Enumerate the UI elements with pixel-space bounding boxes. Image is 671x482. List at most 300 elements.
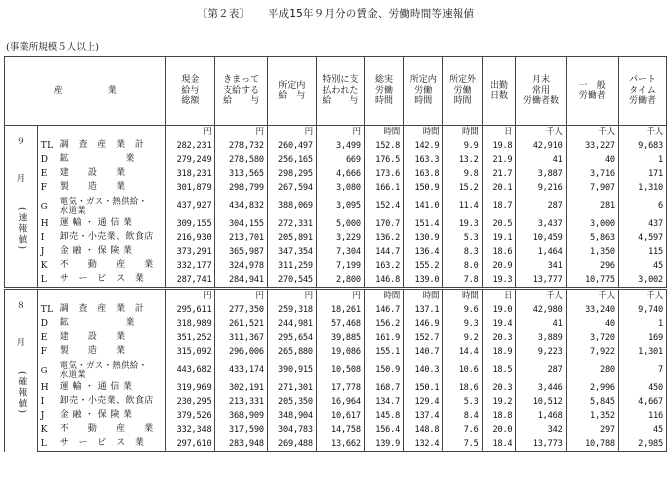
table-cell: 141.0 — [404, 195, 443, 217]
unit-blank — [37, 126, 166, 140]
table-cell: 278,580 — [215, 153, 267, 167]
table-cell: 301,879 — [166, 181, 215, 195]
table-cell: 311,367 — [215, 331, 267, 345]
table-cell: 304,783 — [267, 423, 316, 437]
header-scheduled-hours: 所定内 労働 時間 — [404, 57, 443, 126]
table-cell: 388,069 — [267, 195, 316, 217]
unit-label: 千人 — [618, 126, 666, 140]
table-cell: 7,907 — [566, 181, 618, 195]
industry-label: 運 輸 ・ 通 信 業 — [59, 382, 133, 393]
table-cell: 21.9 — [482, 153, 516, 167]
table-cell: 5.3 — [443, 395, 482, 409]
table-cell: 216,930 — [166, 231, 215, 245]
table-cell: 437 — [618, 217, 666, 231]
table-cell: 348,904 — [267, 409, 316, 423]
unit-label: 円 — [267, 289, 316, 304]
table-cell: 15.2 — [443, 181, 482, 195]
table-cell: 9.6 — [443, 303, 482, 317]
table-cell: 205,891 — [267, 231, 316, 245]
table-cell: 1,352 — [566, 409, 618, 423]
table-cell: 156.4 — [364, 423, 403, 437]
table-cell: 146.8 — [364, 273, 403, 289]
table-cell: 3,000 — [566, 217, 618, 231]
header-total-pay: 現金 給与 総額 — [166, 57, 215, 126]
table-cell: 669 — [316, 153, 364, 167]
table-cell: 9,223 — [516, 345, 566, 359]
table-cell: 390,915 — [267, 359, 316, 381]
industry-name — [37, 303, 166, 317]
unit-row — [5, 126, 667, 140]
table-row — [5, 381, 667, 395]
table-row — [5, 359, 667, 381]
table-cell: 136.2 — [364, 231, 403, 245]
table-cell: 163.3 — [404, 153, 443, 167]
table-cell: 130.9 — [404, 231, 443, 245]
table-cell: 5.3 — [443, 231, 482, 245]
industry-name — [37, 259, 166, 273]
table-cell: 163.2 — [364, 259, 403, 273]
unit-row — [5, 289, 667, 304]
table-row — [5, 437, 667, 452]
table-cell: 42,980 — [516, 303, 566, 317]
header-industry: 産 業 — [5, 57, 166, 126]
table-cell: 155.2 — [404, 259, 443, 273]
table-cell: 313,565 — [215, 167, 267, 181]
table-cell: 317,590 — [215, 423, 267, 437]
industry-code: K — [40, 261, 48, 272]
table-cell: 150.9 — [404, 181, 443, 195]
table-cell: 13,662 — [316, 437, 364, 452]
unit-label: 時間 — [443, 289, 482, 304]
table-row — [5, 245, 667, 259]
table-cell: 161.9 — [364, 331, 403, 345]
table-cell: 145.8 — [364, 409, 403, 423]
unit-label: 時間 — [404, 126, 443, 140]
table-cell: 146.9 — [404, 317, 443, 331]
table-cell: 19.2 — [482, 395, 516, 409]
header-row — [5, 57, 667, 126]
table-cell: 4,597 — [618, 231, 666, 245]
table-cell: 11.4 — [443, 195, 482, 217]
table-heading: 平成15年９月分の賃金、労働時間等速報値 — [267, 8, 475, 20]
table-cell: 1,464 — [516, 245, 566, 259]
industry-code: I — [40, 397, 45, 408]
table-row — [5, 181, 667, 195]
table-cell: 297 — [566, 423, 618, 437]
table-cell: 150.9 — [364, 359, 403, 381]
table-cell: 176.5 — [364, 153, 403, 167]
industry-code: F — [40, 183, 48, 194]
table-cell: 280 — [566, 359, 618, 381]
unit-label: 千人 — [566, 126, 618, 140]
industry-label: 製 造 業 — [59, 346, 126, 357]
unit-label: 円 — [166, 126, 215, 140]
header-fixed-pay: きまって 支給する 給 与 — [215, 57, 267, 126]
industry-label: 金 融 ・ 保 険 業 — [59, 410, 133, 421]
table-cell: 379,526 — [166, 409, 215, 423]
table-cell: 8.4 — [443, 409, 482, 423]
table-cell: 155.1 — [364, 345, 403, 359]
industry-label: 鉱 業 — [59, 318, 135, 329]
table-cell: 142.9 — [404, 139, 443, 153]
table-cell: 10,788 — [566, 437, 618, 452]
industry-label: サ ー ビ ス 業 — [59, 274, 145, 285]
table-cell: 9.8 — [443, 167, 482, 181]
table-row — [5, 153, 667, 167]
table-cell: 6 — [618, 195, 666, 217]
table-cell: 18.4 — [482, 437, 516, 452]
industry-name — [37, 359, 166, 381]
industry-code: G — [40, 364, 48, 375]
table-cell: 272,331 — [267, 217, 316, 231]
table-cell: 5,000 — [316, 217, 364, 231]
table-row — [5, 423, 667, 437]
table-cell: 40 — [566, 153, 618, 167]
table-cell: 13,773 — [516, 437, 566, 452]
month-unit: 月 — [16, 174, 26, 184]
table-title — [0, 6, 671, 21]
table-cell: 41 — [516, 317, 566, 331]
header-total-hours: 総実 労働 時間 — [364, 57, 403, 126]
table-cell: 295,654 — [267, 331, 316, 345]
table-cell: 148.8 — [404, 423, 443, 437]
industry-label: 不 動 産 業 — [59, 424, 154, 435]
table-cell: 10,617 — [316, 409, 364, 423]
table-cell: 7,922 — [566, 345, 618, 359]
table-cell: 3,002 — [618, 273, 666, 289]
table-cell: 144.7 — [364, 245, 403, 259]
table-cell: 256,165 — [267, 153, 316, 167]
industry-code: J — [40, 411, 45, 422]
table-cell: 1,301 — [618, 345, 666, 359]
table-cell: 3,446 — [516, 381, 566, 395]
unit-label: 円 — [215, 126, 267, 140]
table-cell: 373,291 — [166, 245, 215, 259]
table-cell: 14.4 — [443, 345, 482, 359]
table-cell: 309,155 — [166, 217, 215, 231]
table-cell: 298,799 — [215, 181, 267, 195]
unit-label: 千人 — [618, 289, 666, 304]
table-cell: 7.5 — [443, 437, 482, 452]
table-row — [5, 139, 667, 153]
table-cell: 136.4 — [404, 245, 443, 259]
industry-label: 調 査 産 業 計 — [59, 304, 145, 315]
unit-label: 千人 — [566, 289, 618, 304]
table-cell: 116 — [618, 409, 666, 423]
table-cell: 298,295 — [267, 167, 316, 181]
table-cell: 140.3 — [404, 359, 443, 381]
table-cell: 151.4 — [404, 217, 443, 231]
unit-label: 円 — [267, 126, 316, 140]
table-cell: 351,252 — [166, 331, 215, 345]
table-cell: 281 — [566, 195, 618, 217]
table-cell: 347,354 — [267, 245, 316, 259]
industry-label: 建 設 業 — [59, 332, 126, 343]
table-cell: 39,885 — [316, 331, 364, 345]
table-cell: 18.5 — [482, 359, 516, 381]
industry-name — [37, 381, 166, 395]
industry-code: H — [40, 219, 49, 230]
table-cell: 18.9 — [482, 345, 516, 359]
table-row — [5, 345, 667, 359]
table-cell: 20.3 — [482, 381, 516, 395]
table-cell: 434,832 — [215, 195, 267, 217]
industry-code: E — [40, 169, 48, 180]
table-cell: 19.0 — [482, 303, 516, 317]
industry-label: 卸売・小売業、飲食店 — [59, 396, 154, 407]
table-cell: 277,350 — [215, 303, 267, 317]
industry-code: K — [40, 425, 48, 436]
table-cell: 332,348 — [166, 423, 215, 437]
table-cell: 20.9 — [482, 259, 516, 273]
industry-label: 卸売・小売業、飲食店 — [59, 232, 154, 243]
table-row — [5, 303, 667, 317]
table-cell: 450 — [618, 381, 666, 395]
header-employees: 月末 常用 労働者数 — [516, 57, 566, 126]
table-cell: 9.9 — [443, 139, 482, 153]
table-cell: 3,889 — [516, 331, 566, 345]
table-cell: 20.3 — [482, 331, 516, 345]
table-cell: 282,231 — [166, 139, 215, 153]
table-cell: 57,468 — [316, 317, 364, 331]
table-cell: 318,989 — [166, 317, 215, 331]
table-cell: 13,777 — [516, 273, 566, 289]
industry-label: 運 輸 ・ 通 信 業 — [59, 218, 133, 229]
header-general: 一 般 労働者 — [566, 57, 618, 126]
table-cell: 19.3 — [443, 217, 482, 231]
table-cell: 342 — [516, 423, 566, 437]
month-number: ８ — [16, 301, 26, 312]
unit-label: 時間 — [404, 289, 443, 304]
unit-label: 円 — [166, 289, 215, 304]
industry-code: D — [40, 155, 49, 166]
table-cell: 5,845 — [566, 395, 618, 409]
table-cell: 7,199 — [316, 259, 364, 273]
table-cell: 18.7 — [482, 195, 516, 217]
industry-name — [37, 317, 166, 331]
industry-name — [37, 273, 166, 289]
table-cell: 287,741 — [166, 273, 215, 289]
unit-label: 時間 — [364, 126, 403, 140]
table-cell: 8.0 — [443, 259, 482, 273]
table-cell: 295,611 — [166, 303, 215, 317]
header-overtime-hours: 所定外 労働 時間 — [443, 57, 482, 126]
table-cell: 152.8 — [364, 139, 403, 153]
table-cell: 10.6 — [443, 359, 482, 381]
table-cell: 4,666 — [316, 167, 364, 181]
table-cell: 134.7 — [364, 395, 403, 409]
industry-name — [37, 395, 166, 409]
table-row — [5, 167, 667, 181]
industry-name — [37, 345, 166, 359]
table-row — [5, 331, 667, 345]
table-cell: 9,740 — [618, 303, 666, 317]
table-cell: 139.0 — [404, 273, 443, 289]
industry-name — [37, 245, 166, 259]
industry-code: TL — [40, 141, 54, 152]
table-cell: 287 — [516, 195, 566, 217]
table-row — [5, 317, 667, 331]
table-cell: 156.2 — [364, 317, 403, 331]
industry-label: 電気・ガス・熱供給・ 水道業 — [59, 359, 148, 380]
table-row — [5, 409, 667, 423]
table-cell: 19.4 — [482, 317, 516, 331]
table-cell: 319,969 — [166, 381, 215, 395]
industry-name — [37, 167, 166, 181]
unit-label: 円 — [316, 289, 364, 304]
table-row — [5, 259, 667, 273]
table-cell: 259,318 — [267, 303, 316, 317]
table-cell: 3,716 — [566, 167, 618, 181]
table-cell: 284,941 — [215, 273, 267, 289]
table-cell: 1,350 — [566, 245, 618, 259]
header-scheduled-pay: 所定内 給 与 — [267, 57, 316, 126]
table-cell: 260,497 — [267, 139, 316, 153]
table-cell: 3,499 — [316, 139, 364, 153]
table-cell: 267,594 — [267, 181, 316, 195]
table-cell: 150.1 — [404, 381, 443, 395]
industry-name — [37, 181, 166, 195]
table-cell: 166.1 — [364, 181, 403, 195]
industry-label: サ ー ビ ス 業 — [59, 438, 145, 449]
table-cell: 3,080 — [316, 181, 364, 195]
table-cell: 45 — [618, 259, 666, 273]
header-days: 出勤 日数 — [482, 57, 516, 126]
industry-label: 不 動 産 業 — [59, 260, 154, 271]
table-cell: 302,191 — [215, 381, 267, 395]
table-row — [5, 231, 667, 245]
table-cell: 152.4 — [364, 195, 403, 217]
table-cell: 14,758 — [316, 423, 364, 437]
table-cell: 10,775 — [566, 273, 618, 289]
table-cell: 19,086 — [316, 345, 364, 359]
table-cell: 140.7 — [404, 345, 443, 359]
table-cell: 1,310 — [618, 181, 666, 195]
table-cell: 4,667 — [618, 395, 666, 409]
industry-code: D — [40, 319, 49, 330]
table-row — [5, 395, 667, 409]
table-cell: 244,981 — [267, 317, 316, 331]
table-cell: 3,095 — [316, 195, 364, 217]
month-number: ９ — [16, 137, 26, 147]
industry-name — [37, 139, 166, 153]
table-cell: 278,732 — [215, 139, 267, 153]
table-cell: 265,880 — [267, 345, 316, 359]
table-cell: 8.3 — [443, 245, 482, 259]
table-cell: 20.5 — [482, 217, 516, 231]
industry-code: J — [40, 247, 45, 258]
table-row — [5, 273, 667, 289]
table-cell: 318,231 — [166, 167, 215, 181]
table-cell: 20.0 — [482, 423, 516, 437]
table-cell: 19.1 — [482, 231, 516, 245]
table-cell: 3,229 — [316, 231, 364, 245]
table-body — [5, 57, 667, 452]
table-cell: 365,987 — [215, 245, 267, 259]
unit-label: 日 — [482, 289, 516, 304]
table-cell: 163.8 — [404, 167, 443, 181]
table-cell: 3,887 — [516, 167, 566, 181]
table-cell: 304,155 — [215, 217, 267, 231]
table-cell: 437,927 — [166, 195, 215, 217]
table-row — [5, 195, 667, 217]
table-cell: 283,948 — [215, 437, 267, 452]
table-cell: 20.1 — [482, 181, 516, 195]
industry-name — [37, 331, 166, 345]
table-cell: 341 — [516, 259, 566, 273]
table-cell: 18.6 — [482, 245, 516, 259]
table-cell: 332,177 — [166, 259, 215, 273]
table-cell: 261,521 — [215, 317, 267, 331]
industry-label: 建 設 業 — [59, 168, 126, 179]
table-cell: 16,964 — [316, 395, 364, 409]
table-cell: 33,240 — [566, 303, 618, 317]
table-cell: 17,778 — [316, 381, 364, 395]
table-cell: 433,174 — [215, 359, 267, 381]
industry-label: 電気・ガス・熱供給・ 水道業 — [59, 195, 148, 216]
table-cell: 324,978 — [215, 259, 267, 273]
table-cell: 19.8 — [482, 139, 516, 153]
table-cell: 41 — [516, 153, 566, 167]
table-cell: 7.6 — [443, 423, 482, 437]
table-cell: 152.7 — [404, 331, 443, 345]
scope-note: (事業所規模５人以上) — [6, 42, 99, 53]
table-cell: 269,488 — [267, 437, 316, 452]
industry-label: 製 造 業 — [59, 182, 126, 193]
table-cell: 7,304 — [316, 245, 364, 259]
industry-name — [37, 195, 166, 217]
table-cell: 40 — [566, 317, 618, 331]
industry-code: L — [40, 439, 48, 450]
industry-code: L — [40, 275, 48, 286]
month-cell — [5, 126, 38, 289]
industry-name — [37, 153, 166, 167]
industry-code: F — [40, 347, 48, 358]
header-part-time: パート タイム 労働者 — [618, 57, 666, 126]
industry-name — [37, 409, 166, 423]
table-cell: 230,295 — [166, 395, 215, 409]
industry-name — [37, 437, 166, 452]
industry-label: 調 査 産 業 計 — [59, 140, 145, 151]
unit-label: 円 — [215, 289, 267, 304]
unit-label: 円 — [316, 126, 364, 140]
month-unit: 月 — [16, 338, 26, 349]
table-cell: 296 — [566, 259, 618, 273]
table-cell: 18.8 — [482, 409, 516, 423]
table-cell: 18,261 — [316, 303, 364, 317]
table-cell: 2,985 — [618, 437, 666, 452]
industry-code: H — [40, 383, 49, 394]
table-cell: 9.3 — [443, 317, 482, 331]
table-cell: 10,459 — [516, 231, 566, 245]
table-cell: 169 — [618, 331, 666, 345]
industry-label: 鉱 業 — [59, 154, 135, 165]
table-cell: 5,863 — [566, 231, 618, 245]
table-cell: 368,909 — [215, 409, 267, 423]
table-cell: 1 — [618, 317, 666, 331]
table-cell: 146.7 — [364, 303, 403, 317]
table-cell: 10,512 — [516, 395, 566, 409]
industry-code: I — [40, 233, 45, 244]
table-cell: 21.7 — [482, 167, 516, 181]
table-cell: 296,006 — [215, 345, 267, 359]
unit-label: 千人 — [516, 126, 566, 140]
table-cell: 287 — [516, 359, 566, 381]
table-cell: 170.7 — [364, 217, 403, 231]
table-cell: 7.8 — [443, 273, 482, 289]
unit-label: 時間 — [443, 126, 482, 140]
table-cell: 3,437 — [516, 217, 566, 231]
